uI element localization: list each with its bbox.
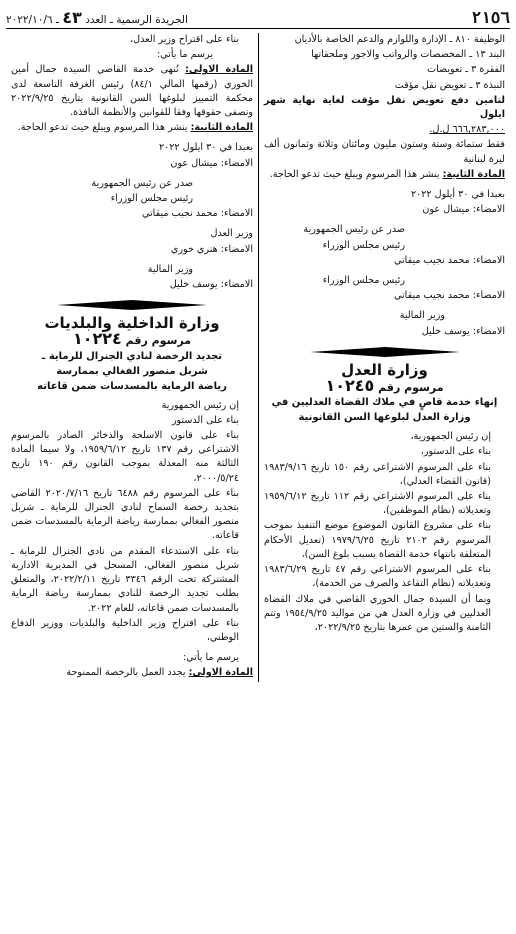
issue-info bbox=[6, 8, 188, 27]
page-number: ٢١٥٦ bbox=[471, 7, 510, 27]
article-1b bbox=[11, 666, 253, 680]
article-label: المادة الثانية: bbox=[190, 122, 253, 134]
intro-line: يرسم ما يأتي: bbox=[156, 49, 213, 61]
article-text: يجدد العمل بالرخصة الممنوحة bbox=[66, 667, 186, 679]
article-label: المادة الاولى: bbox=[188, 667, 253, 679]
article-1 bbox=[11, 63, 253, 120]
signature-pm: الامضاء: محمد نجيب ميقاتي bbox=[142, 208, 253, 220]
left-column bbox=[6, 33, 258, 682]
amount: ٦٦٦,٢٨٣,٠٠٠ ل.ل. bbox=[429, 124, 505, 136]
budget-line: الفقرة ٣ ـ تعويضات bbox=[427, 64, 505, 76]
signature-president: الامضاء: ميشال عون bbox=[170, 157, 253, 169]
preamble-line: بناء على الدستور bbox=[171, 414, 239, 426]
preamble-line: بناء على المرسوم الاشتراعي رقم ١١٢ تاريخ ١٩٥٩/٦/١٢ وتعديلاته (نظام الموظفين)، bbox=[264, 491, 491, 517]
decree-line: يرسم ما يأتي: bbox=[182, 652, 239, 664]
preamble-line: بناء على المرسوم الاشتراعي رقم ٤٧ تاريخ ١٩٨٣/٦/٢٩ وتعديلاته (نظام التقاعد والصرف من الخدمة)، bbox=[264, 564, 491, 590]
signature-finance: الامضاء: يوسف خليل bbox=[421, 325, 505, 337]
preamble-line: بناء على اقتراح وزير الداخلية والبلديات ووزير الدفاع الوطني، bbox=[11, 617, 239, 643]
issued-by: صدر عن رئيس الجمهورية bbox=[303, 224, 405, 236]
justice-minister-title: وزير العدل bbox=[210, 228, 253, 240]
article-text: تُنهى خدمة القاضي السيدة جمال أمين الخوري (رقمها المالي ٨٤/١) رئيس الغرفة التاسعة لدى محكمة التمييز لبلوغها السن القانونية بتاريخ ٢٠٢٢/٩/٢٥ وتصفى حقوقها وفقا للقوانين والأنظمة النافذة. bbox=[11, 64, 253, 119]
preamble-line: بناء على مشروع القانون الموضوع موضع التنفيذ بموجب المرسوم رقم ٢١٠٢ تاريخ ١٩٧٩/٦/٢٥ (تعديل الأحكام المتعلقة بانتهاء خدمة القضاة بسبب بلوغ السن)، bbox=[264, 520, 491, 560]
preamble-line: بناء على الاستدعاء المقدم من نادي الجنرال للرماية ـ شربل منصور الفغالي، المسجل في المديرية الادارية المشتركة تحت الرقم ٣٣٤٦ تاريخ ٢٠٢٢/٢/١١، والمتعلق بطلب تجديد الرخصة للنادي بممارسة رياضة الرماية بالمسدسات ضمن قاعاته، للعام ٢٠٢٢. bbox=[11, 545, 239, 614]
decree-number bbox=[11, 329, 253, 349]
article-2 bbox=[264, 168, 505, 182]
decree-number-value: ١٠٢٢٤ bbox=[72, 329, 122, 349]
preamble-line: بناء على الدستور، bbox=[420, 446, 491, 458]
section-divider bbox=[11, 300, 253, 310]
article-text: ينشر هذا المرسوم ويبلغ حيث تدعو الحاجة. bbox=[269, 168, 440, 180]
decree-number-value: ١٠٢٤٥ bbox=[325, 376, 375, 396]
budget-line: الوظيفة ٨١٠ ـ الإدارة واللوازم والدعم الخاصة بالأديان bbox=[294, 34, 505, 45]
budget-line: البند ١٣ ـ المخصصات والرواتب والاجور وملحقاتها bbox=[311, 49, 505, 61]
pm-title: رئيس مجلس الوزراء bbox=[322, 239, 405, 251]
article-label: المادة الثانية: bbox=[442, 168, 505, 180]
amount-words: فقط ستمائة وستة وستون مليون ومائتان وثلاثة وثمانون ألف ليرة لبنانية bbox=[264, 139, 505, 165]
issue-number: ٤٣ bbox=[62, 7, 82, 27]
ministry-title: وزارة العدل bbox=[341, 360, 428, 379]
columns bbox=[6, 33, 510, 682]
budget-line: النبذة ٣ ـ تعويض نقل مؤقت bbox=[394, 79, 505, 91]
decree-subject-line: تجديد الرخصة لنادي الجنرال للرماية ـ bbox=[41, 350, 223, 362]
signature-finance: الامضاء: يوسف خليل bbox=[169, 279, 253, 291]
purpose-text: لتامين دفع تعويض نقل مؤقت لغاية نهاية شهر ايلول bbox=[264, 94, 505, 121]
issue-date: ـ ٢٠٢٢/١٠/٦ bbox=[6, 13, 59, 26]
decree-label: مرسوم رقم bbox=[125, 334, 192, 348]
preamble-line: إن رئيس الجمهورية، bbox=[410, 431, 491, 443]
issued-by: صدر عن رئيس الجمهورية bbox=[91, 177, 193, 189]
article-label: المادة الاولى: bbox=[185, 64, 253, 76]
preamble-line: وبما أن السيدة جمال الخوري القاضي في ملاك القضاة العدليين في وزارة العدل هي من مواليد ١٩٥٤/٩/٢٥ وتتم الثامنة والستين من عمرها بتاريخ ٢٠٢٢/٩/٢٥، bbox=[264, 593, 491, 633]
decree-number bbox=[264, 376, 505, 396]
decree-subject-line: شربل منصور الفغالي بممارسة bbox=[56, 365, 208, 377]
decree-label: مرسوم رقم bbox=[378, 381, 444, 395]
preamble-line: بناء على قانون الاسلحة والذخائر الصادر بالمرسوم الاشتراعي رقم ١٣٧ تاريخ ١٩٥٩/٦/١٢، ولا سيما المادة الثالثة منه المعدلة بموجب القانون رقم ١٩٠ تاريخ ٢٠٠٠/٥/٢٤، bbox=[11, 430, 240, 484]
preamble-line: بناء على المرسوم رقم ٦٤٨٨ تاريخ ٢٠٢٠/٧/١٦ القاضي بتجديد رخصة السماح لنادي الجنرال للرماية ـ شربل منصور الفغالي بممارسة رياضة الرماية بالمسدسات ضمن قاعاته. bbox=[11, 487, 239, 542]
article-2 bbox=[11, 121, 253, 135]
signature-pm: الامضاء: محمد نجيب ميقاتي bbox=[394, 254, 505, 266]
decree-subject: إنهاء خدمة قاضٍ في ملاك القضاة العدليين في وزارة العدل لبلوغها السن القانونية bbox=[271, 397, 498, 424]
article-text: ينشر هذا المرسوم ويبلغ حيث تدعو الحاجة. bbox=[17, 122, 188, 134]
issue-label: الجريدة الرسمية ـ العدد bbox=[85, 13, 188, 26]
ministry-title: وزارة الداخلية والبلديات bbox=[44, 314, 220, 333]
right-column bbox=[258, 33, 510, 682]
decree-subject-line: رياضة الرماية بالمسدسات ضمن قاعاته bbox=[37, 380, 227, 392]
signing-date: بعبدا في ٣٠ ايلول ٢٠٢٢ bbox=[158, 142, 253, 154]
signature-president: الامضاء: ميشال عون bbox=[422, 204, 505, 216]
finance-minister-title: وزير المالية bbox=[399, 310, 445, 322]
preamble-line: إن رئيس الجمهورية bbox=[161, 399, 239, 411]
signature-justice: الامضاء: هنري خوري bbox=[170, 243, 253, 255]
pm-title: رئيس مجلس الوزراء bbox=[110, 193, 193, 205]
pm-title-2: رئيس مجلس الوزراء bbox=[322, 275, 405, 287]
page-header bbox=[6, 6, 510, 29]
signature-pm-2: الامضاء: محمد نجيب ميقاتي bbox=[394, 290, 505, 302]
finance-minister-title: وزير المالية bbox=[147, 263, 193, 275]
preamble-line: بناء على المرسوم الاشتراعي رقم ١٥٠ تاريخ ١٩٨٣/٩/١٦ (قانون القضاء العدلي)، bbox=[264, 461, 491, 487]
section-divider bbox=[264, 347, 505, 357]
intro-line: بناء على اقتراح وزير العدل، bbox=[130, 34, 239, 45]
signing-date: بعبدا في ٣٠ أيلول ٢٠٢٢ bbox=[410, 189, 505, 201]
